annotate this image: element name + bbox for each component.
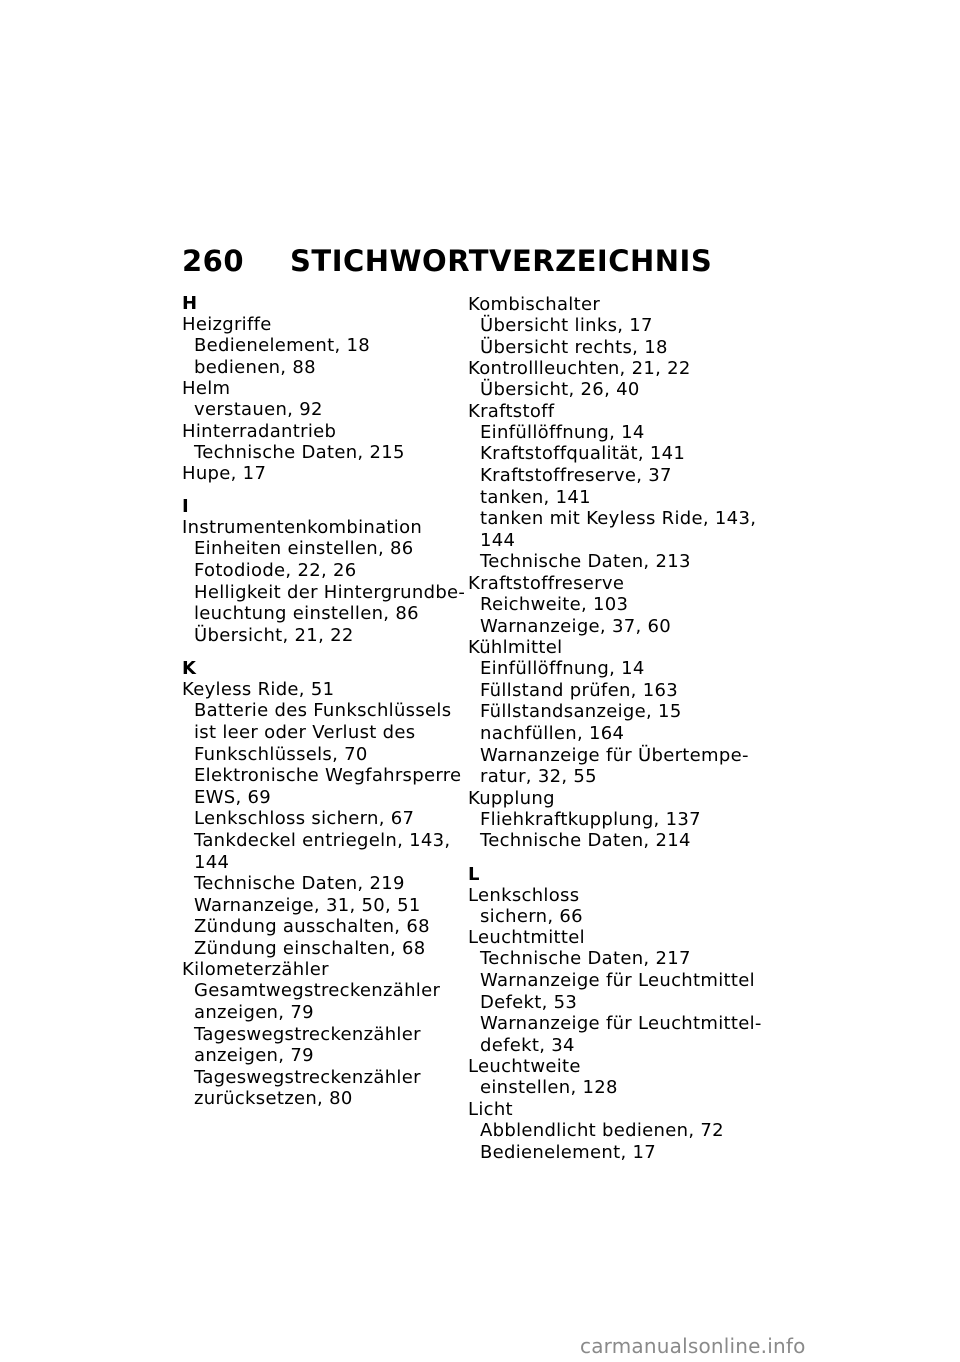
index-subentry: Funkschlüssels, 70 xyxy=(194,743,368,765)
index-subentry: Defekt, 53 xyxy=(480,991,578,1013)
page-header xyxy=(182,244,712,278)
page-title: STICHWORTVERZEICHNIS xyxy=(290,244,713,278)
page-number: 260 xyxy=(182,244,245,278)
index-subentry: Bedienelement, 18 xyxy=(194,335,371,356)
index-entry: Kraftstoff xyxy=(468,400,555,422)
index-entry: Kontrollleuchten, 21, 22 xyxy=(468,358,691,380)
index-subentry: Technische Daten, 215 xyxy=(194,441,405,463)
index-subentry: Einfüllöffnung, 14 xyxy=(480,421,645,443)
index-entry: Instrumentenkombination xyxy=(182,517,423,539)
index-subentry: tanken mit Keyless Ride, 143, xyxy=(480,508,757,530)
index-entry: Heizgriffe xyxy=(182,314,272,335)
index-entry: Keyless Ride, 51 xyxy=(182,679,335,701)
index-letter-heading: L xyxy=(468,863,480,885)
index-subentry: ratur, 32, 55 xyxy=(480,766,597,788)
index-subentry: Warnanzeige für Leuchtmittel xyxy=(480,970,755,992)
index-subentry: Warnanzeige, 37, 60 xyxy=(480,615,672,637)
index-subentry: defekt, 34 xyxy=(480,1034,575,1056)
index-subentry: Einfüllöffnung, 14 xyxy=(480,658,645,680)
index-subentry: Helligkeit der Hintergrundbe- xyxy=(194,581,466,603)
index-entry: Leuchtmittel xyxy=(468,927,585,949)
index-subentry: Zündung ausschalten, 68 xyxy=(194,916,430,938)
index-entry: Licht xyxy=(468,1099,513,1121)
index-subentry: einstellen, 128 xyxy=(480,1077,618,1099)
index-subentry: EWS, 69 xyxy=(194,786,272,808)
index-entry: Hupe, 17 xyxy=(182,463,267,485)
index-subentry: Bedienelement, 17 xyxy=(480,1141,657,1163)
index-subentry: ist leer oder Verlust des xyxy=(194,721,416,743)
index-subentry: Technische Daten, 213 xyxy=(480,551,691,573)
index-subentry: Warnanzeige für Übertempe- xyxy=(480,744,749,766)
index-subentry: Batterie des Funkschlüssels xyxy=(194,700,452,722)
index-subentry: Kraftstoffqualität, 141 xyxy=(480,443,686,465)
index-subentry: nachfüllen, 164 xyxy=(480,722,625,744)
index-entry: Lenkschloss xyxy=(468,884,580,906)
index-entry: Leuchtweite xyxy=(468,1056,581,1078)
index-subentry: sichern, 66 xyxy=(480,905,583,927)
index-subentry: Warnanzeige, 31, 50, 51 xyxy=(194,894,421,916)
index-subentry: Tageswegstreckenzähler xyxy=(194,1066,421,1088)
index-subentry: Zündung einschalten, 68 xyxy=(194,937,426,959)
index-entry: Kupplung xyxy=(468,787,555,809)
index-subentry: Füllstand prüfen, 163 xyxy=(480,679,678,701)
index-subentry: leuchtung einstellen, 86 xyxy=(194,603,419,625)
index-subentry: Übersicht rechts, 18 xyxy=(480,336,668,358)
index-subentry: Abblendlicht bedienen, 72 xyxy=(480,1120,724,1142)
index-entry: Hinterradantrieb xyxy=(182,420,337,442)
index-subentry: Übersicht, 26, 40 xyxy=(480,379,640,401)
index-subentry: Elektronische Wegfahrsperre xyxy=(194,765,462,787)
index-subentry: Technische Daten, 214 xyxy=(480,830,691,852)
index-column-left xyxy=(182,293,466,1110)
index-subentry: 144 xyxy=(194,851,230,873)
index-subentry: Übersicht, 21, 22 xyxy=(194,624,354,646)
index-subentry: Kraftstoffreserve, 37 xyxy=(480,464,672,486)
index-letter-heading: I xyxy=(182,496,189,518)
index-letter-heading: H xyxy=(182,293,198,314)
index-subentry: Füllstandsanzeige, 15 xyxy=(480,701,682,723)
index-entry: Kraftstoffreserve xyxy=(468,572,625,594)
index-subentry: Einheiten einstellen, 86 xyxy=(194,538,414,560)
index-subentry: Tankdeckel entriegeln, 143, xyxy=(194,829,451,851)
index-subentry: bedienen, 88 xyxy=(194,356,316,378)
index-subentry: Fliehkraftkupplung, 137 xyxy=(480,808,701,830)
footer-watermark: carmanualsonline.info xyxy=(580,1334,806,1358)
index-subentry: Fotodiode, 22, 26 xyxy=(194,559,357,581)
index-subentry: Warnanzeige für Leuchtmittel- xyxy=(480,1013,762,1035)
index-subentry: Übersicht links, 17 xyxy=(480,315,653,336)
index-subentry: anzeigen, 79 xyxy=(194,1045,314,1067)
index-column-right xyxy=(468,294,762,1163)
index-subentry: Tageswegstreckenzähler xyxy=(194,1023,421,1045)
index-subentry: tanken, 141 xyxy=(480,486,591,508)
index-subentry: anzeigen, 79 xyxy=(194,1002,314,1024)
index-entry: Helm xyxy=(182,378,231,400)
index-entry: Kühlmittel xyxy=(468,637,563,659)
index-entry: Kombischalter xyxy=(468,294,601,315)
index-subentry: zurücksetzen, 80 xyxy=(194,1088,353,1110)
index-subentry: Technische Daten, 217 xyxy=(480,948,691,970)
index-subentry: verstauen, 92 xyxy=(194,399,323,421)
index-subentry: Technische Daten, 219 xyxy=(194,873,405,895)
index-subentry: Reichweite, 103 xyxy=(480,593,629,615)
index-subentry: Gesamtwegstreckenzähler xyxy=(194,980,441,1002)
index-letter-heading: K xyxy=(182,658,197,680)
index-subentry: Lenkschloss sichern, 67 xyxy=(194,808,415,830)
index-subentry: 144 xyxy=(480,529,516,551)
index-entry: Kilometerzähler xyxy=(182,959,329,981)
